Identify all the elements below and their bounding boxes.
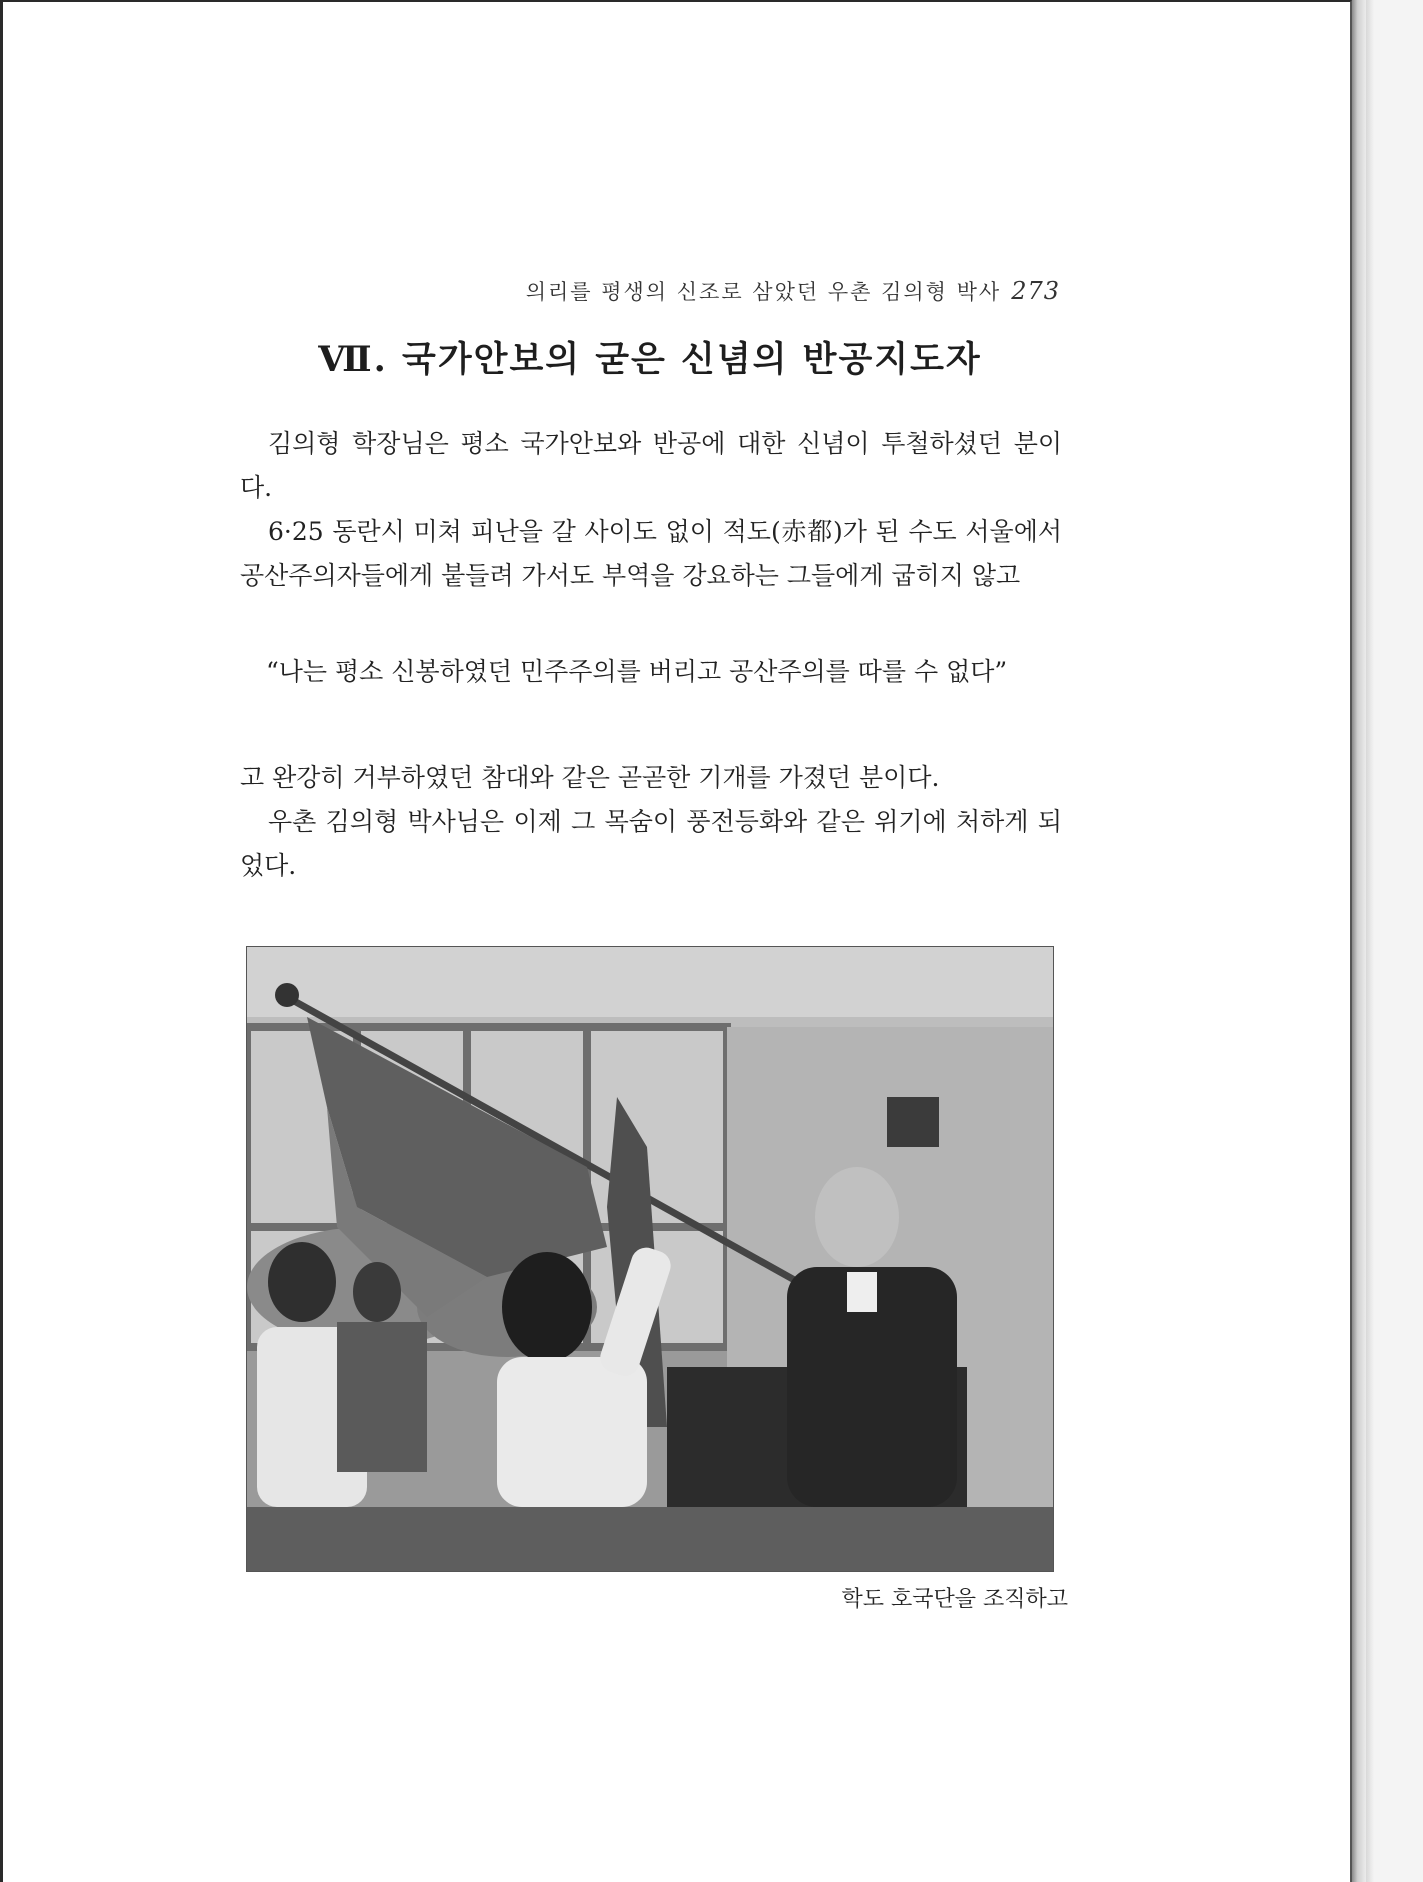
quotation: “나는 평소 신봉하였던 민주주의를 버리고 공산주의를 따를 수 없다” (266, 657, 1008, 686)
ceremony-photo (246, 946, 1054, 1572)
page-number: 273 (1011, 277, 1060, 305)
chapter-title: Ⅶ. 국가안보의 굳은 신념의 반공지도자 (318, 339, 982, 380)
running-title: 의리를 평생의 신조로 삼았던 우촌 김의형 박사 (525, 280, 1002, 304)
page-edge-shadow (1352, 0, 1366, 1882)
paragraph-1: 김의형 학장님은 평소 국가안보와 반공에 대한 신념이 투철하셨던 분이다. (240, 429, 1062, 502)
photo-caption: 학도 호국단을 조직하고 (841, 1587, 1068, 1612)
ceremony-photo-illustration (247, 947, 1053, 1571)
paragraph-2: 6·25 동란시 미쳐 피난을 갈 사이도 없이 적도(赤都)가 된 수도 서울에서 공산주의자들에게 붙들려 가서도 부역을 강요하는 그들에게 굽히지 않고 (240, 517, 1062, 590)
page-edge-shadow-outer (1366, 0, 1374, 1882)
paragraph-4: 우촌 김의형 박사님은 이제 그 목숨이 풍전등화와 같은 위기에 처하게 되었다. (240, 807, 1062, 880)
paragraph-3: 고 완강히 거부하였던 참대와 같은 곧곧한 기개를 가졌던 분이다. (240, 763, 940, 792)
running-header (0, 276, 1060, 306)
